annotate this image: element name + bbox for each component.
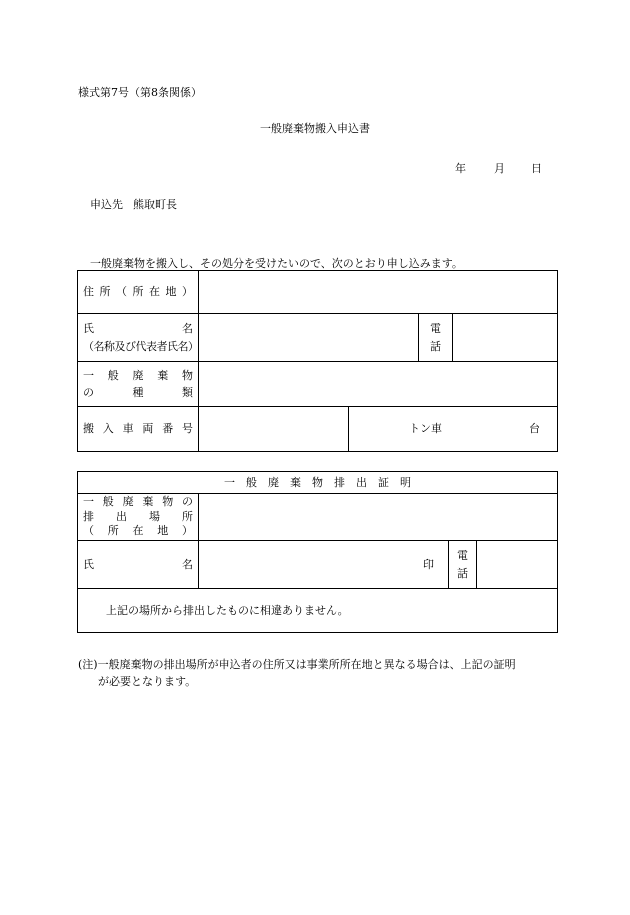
certification-phone-label: 電 話	[449, 541, 477, 589]
date-line	[455, 160, 542, 176]
discharge-place-label: 一 般 廃 棄 物 の 排 出 場 所 （ 所 在 地 ）	[78, 494, 199, 541]
address-row	[78, 271, 558, 314]
discharger-name-row	[78, 541, 558, 589]
phone-field[interactable]	[453, 314, 558, 362]
waste-type-field[interactable]	[199, 362, 558, 407]
vehicle-number-label: 搬 入 車 両 番 号	[78, 407, 199, 452]
applicant-name-label: 氏 名 （名称及び代表者氏名）	[78, 314, 199, 362]
intro-text: 一般廃棄物を搬入し、その処分を受けたいので、次のとおり申し込みます。	[90, 257, 463, 270]
footnote-line-1: (注)一般廃棄物の排出場所が申込者の住所又は事業所所在地と異なる場合は、上記の証明	[78, 658, 516, 671]
waste-type-label: 一 般 廃 棄 物 の 種 類	[78, 362, 199, 407]
phone-label: 電 話	[419, 314, 453, 362]
discharge-place-field[interactable]	[199, 494, 558, 541]
date-day: 日	[531, 162, 542, 175]
document-title: 一般廃棄物搬入申込書	[260, 122, 370, 135]
date-month: 月	[494, 162, 505, 175]
certification-statement: 上記の場所から排出したものに相違ありません。	[78, 589, 558, 633]
waste-type-row	[78, 362, 558, 407]
discharger-name-label: 氏 名	[78, 541, 199, 589]
certification-table	[77, 471, 558, 633]
seal-mark: 印	[423, 557, 434, 571]
tonnage-unit: トン車	[409, 422, 442, 436]
recipient-name: 熊取町長	[133, 198, 177, 211]
address-field[interactable]	[199, 271, 558, 314]
statement-row	[78, 589, 558, 633]
footnote	[78, 656, 516, 690]
vehicle-number-field[interactable]	[199, 407, 349, 452]
certification-heading-row	[78, 472, 558, 494]
application-table	[77, 270, 558, 452]
vehicle-row	[78, 407, 558, 452]
applicant-name-row	[78, 314, 558, 362]
form-number: 様式第7号（第8条関係）	[78, 86, 202, 99]
recipient-line	[90, 196, 177, 212]
date-year: 年	[455, 162, 466, 175]
discharger-name-field[interactable]	[199, 541, 449, 589]
recipient-label: 申込先	[90, 198, 123, 211]
footnote-line-2: が必要となります。	[98, 675, 197, 689]
certification-heading: 一 般 廃 棄 物 排 出 証 明	[78, 472, 558, 494]
discharge-place-row	[78, 494, 558, 541]
count-unit: 台	[529, 422, 540, 436]
certification-phone-field[interactable]	[477, 541, 558, 589]
tonnage-field[interactable]	[349, 407, 558, 452]
applicant-name-field[interactable]	[199, 314, 419, 362]
address-label: 住 所 （ 所 在 地 ）	[78, 271, 199, 314]
